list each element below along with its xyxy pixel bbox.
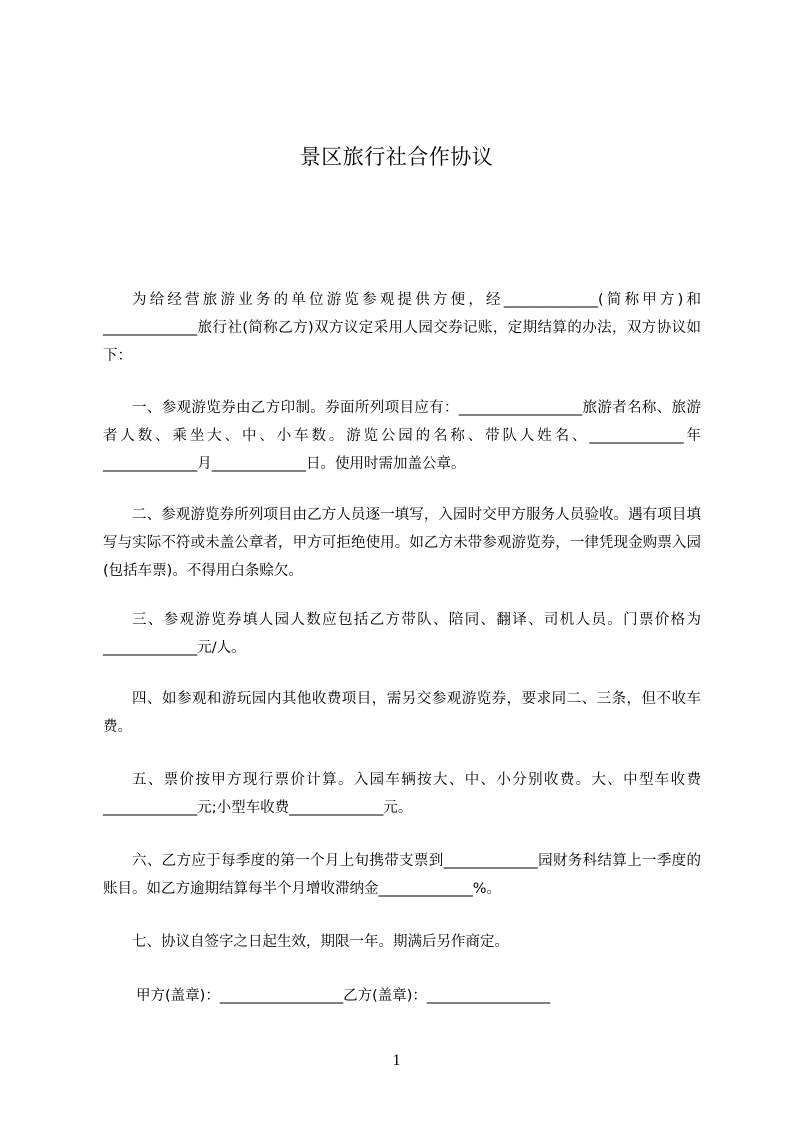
intro-paragraph: 为给经营旅游业务的单位游览参观提供方便，经_____________(简称甲方)和_____________旅行社(简称乙方)双方议定采用人园交券记账，定期结算的办法，双方协议如下： [103,292,701,364]
signature-line: 甲方(盖章)：_________________乙方(盖章)：_________________ [136,988,551,1004]
page-number: 1 [392,1052,401,1069]
clause-2-paragraph: 二、参观游览券所列项目由乙方人员逐一填写，入园时交甲方服务人员验收。遇有项目填写与实际不符或未盖公章者，甲方可拒绝使用。如乙方未带参观游览券，一律凭现金购票入园(包括车票)。不得用白条赊欠。 [103,507,701,579]
clause-7-paragraph: 七、协议自签字之日起生效，期限一年。期满后另作商定。 [132,934,509,950]
clause-1-paragraph: 一、参观游览券由乙方印制。券面所列项目应有：_________________旅游者名称、旅游者人数、乘坐大、中、小车数。游览公园的名称、带队人姓名、_____________年_____________月_____________日。使用时需加盖公章。 [103,400,701,472]
clause-3-paragraph: 三、参观游览券填人园人数应包括乙方带队、陪同、翻译、司机人员。门票价格为_____________元/人。 [103,612,701,656]
clause-5-paragraph: 五、票价按甲方现行票价计算。入园车辆按大、中、小分别收费。大、中型车收费_____________元;小型车收费_____________元。 [103,772,701,816]
clause-4-paragraph: 四、如参观和游玩园内其他收费项目，需另交参观游览券，要求同二、三条，但不收车费。 [103,691,701,735]
clause-6-paragraph: 六、乙方应于每季度的第一个月上旬携带支票到_____________园财务科结算上一季度的账目。如乙方逾期结算每半个月增收滞纳金_____________%。 [103,853,701,897]
document-title: 景区旅行社合作协议 [299,145,494,169]
